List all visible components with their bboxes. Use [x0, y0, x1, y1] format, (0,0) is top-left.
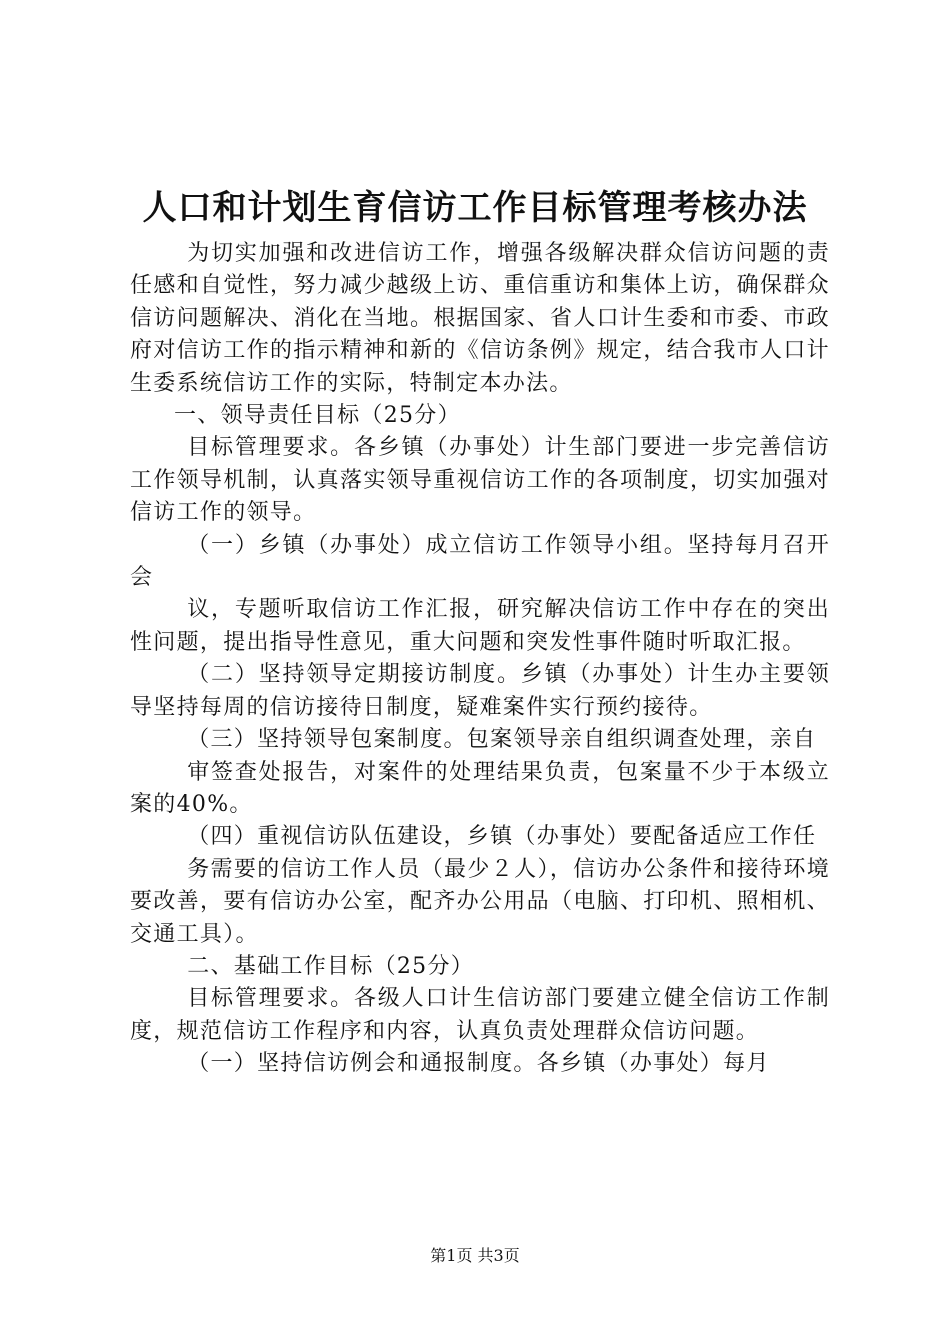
intro-paragraph: 为切实加强和改进信访工作，增强各级解决群众信访问题的责任感和自觉性，努力减少越级上访、重信重访和集体上访，确保群众信访问题解决、消化在当地。根据国家、省人口计生委和市委、市政府对信访工作的指示精神和新的《信访条例》规定，结合我市人口计生委系统信访工作的实际，特制定本办法。 — [130, 241, 830, 396]
page-footer: 第1页 共3页 — [430, 1246, 520, 1265]
section-2-requirement: 目标管理要求。各级人口计生信访部门要建立健全信访工作制度，规范信访工作程序和内容，认真负责处理群众信访问题。 — [130, 986, 830, 1044]
section-1-requirement: 目标管理要求。各乡镇（办事处）计生部门要进一步完善信访工作领导机制，认真落实领导重视信访工作的各项制度，切实加强对信访工作的领导。 — [130, 435, 830, 526]
document-body — [130, 238, 830, 1081]
section-heading-2: 二、基础工作目标（25分） — [187, 953, 475, 979]
item-1-3-start: （三）坚持领导包案制度。包案领导亲自组织调查处理，亲自 — [187, 727, 817, 753]
item-1-2: （二）坚持领导定期接访制度。乡镇（办事处）计生办主要领导坚持每周的信访接待日制度，疑难案件实行预约接待。 — [130, 662, 830, 720]
section-heading-1: 一、领导责任目标（25分） — [174, 403, 461, 429]
document-title: 人口和计划生育信访工作目标管理考核办法 — [142, 188, 808, 228]
item-1-1-start: （一）乡镇（办事处）成立信访工作领导小组。坚持每月召开会 — [130, 532, 830, 591]
item-1-4-start: （四）重视信访队伍建设，乡镇（办事处）要配备适应工作任 — [187, 824, 817, 850]
item-1-4-continued: 务需要的信访工作人员（最少２人），信访办公条件和接待环境要改善，要有信访办公室，配齐办公用品（电脑、打印机、照相机、交通工具）。 — [130, 856, 830, 947]
item-1-1-continued: 议，专题听取信访工作汇报，研究解决信访工作中存在的突出性问题，提出指导性意见，重大问题和突发性事件随时听取汇报。 — [130, 597, 830, 655]
item-2-1-start: （一）坚持信访例会和通报制度。各乡镇（办事处）每月 — [187, 1051, 770, 1077]
item-1-3-continued: 审签查处报告，对案件的处理结果负责，包案量不少于本级立案的40%。 — [130, 759, 830, 817]
